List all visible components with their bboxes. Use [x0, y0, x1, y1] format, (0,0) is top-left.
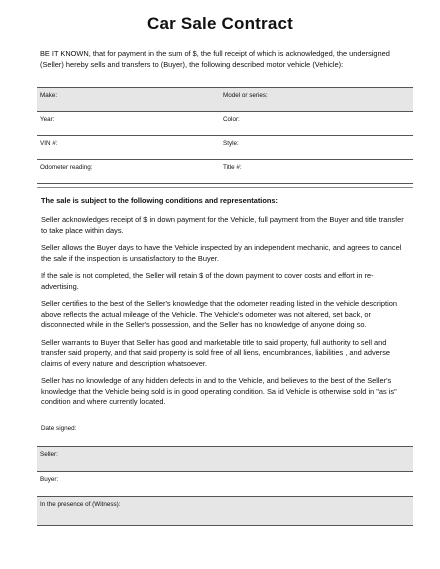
witness-signature-row	[37, 497, 413, 526]
title-number-label: Title #:	[223, 164, 242, 171]
seller-signature-row	[37, 447, 413, 472]
conditions-section	[41, 196, 411, 415]
date-signed-label: Date signed:	[41, 425, 77, 432]
condition-paragraph: Seller has no knowledge of any hidden defects in and to the Vehicle, and believes to the best of the Seller's knowledge that the Vehicle being sold is in good operating condition. Sa id Vehicle is otherwise sold in "as is" condition and where currently located.	[41, 376, 397, 407]
vehicle-row-odometer	[37, 160, 413, 184]
condition-paragraph: Seller warrants to Buyer that Seller has good and marketable title to said property, full authority to sell and transfer said property, and that said property is sold free of all liens, encumbrances, liabilities , and adverse claims of every nature and description whatsoever.	[41, 337, 391, 368]
vehicle-row-make	[37, 88, 413, 112]
style-label: Style:	[223, 140, 239, 147]
condition-paragraph: Seller acknowledges receipt of $ in down payment for the Vehicle, full payment from the Buyer and title transfer to take place within days.	[41, 215, 404, 235]
model-label: Model or series:	[223, 92, 268, 99]
odometer-label: Odometer reading:	[40, 164, 93, 171]
conditions-heading: The sale is subject to the following conditions and representations:	[41, 196, 278, 205]
color-label: Color:	[223, 116, 240, 123]
buyer-label: Buyer:	[40, 476, 59, 483]
vehicle-row-year	[37, 112, 413, 136]
document-title: Car Sale Contract	[146, 14, 294, 33]
vehicle-row-vin	[37, 136, 413, 160]
make-label: Make:	[40, 92, 58, 99]
vin-label: VIN #:	[40, 140, 58, 147]
seller-label: Seller:	[40, 451, 58, 458]
condition-paragraph: Seller certifies to the best of the Seller's knowledge that the odometer reading listed in the vehicle description above reflects the actual mileage of the Vehicle. The Vehicle's odometer was not altered, set back, or disconnected while in the Seller's possession, and the Seller has no knowledge of anyone doing so.	[41, 299, 397, 330]
buyer-signature-row	[37, 472, 413, 497]
section-divider	[37, 187, 413, 188]
condition-paragraph: If the sale is not completed, the Seller will retain $ of the down payment to cover costs and effort in re-advertising.	[41, 271, 374, 291]
witness-label: In the presence of (Witness):	[40, 501, 121, 508]
condition-paragraph: Seller allows the Buyer days to have the Vehicle inspected by an independent mechanic, and agrees to cancel the sale if the inspection is unsatisfactory to the Buyer.	[41, 243, 402, 263]
intro-paragraph: BE IT KNOWN, that for payment in the sum of $, the full receipt of which is acknowledged, the undersigned (Seller) hereby sells and transfers to (Buyer), the following described motor vehicle (Vehicle):	[40, 49, 390, 69]
vehicle-details-table	[37, 87, 413, 184]
signature-table	[37, 446, 413, 526]
year-label: Year:	[40, 116, 55, 123]
